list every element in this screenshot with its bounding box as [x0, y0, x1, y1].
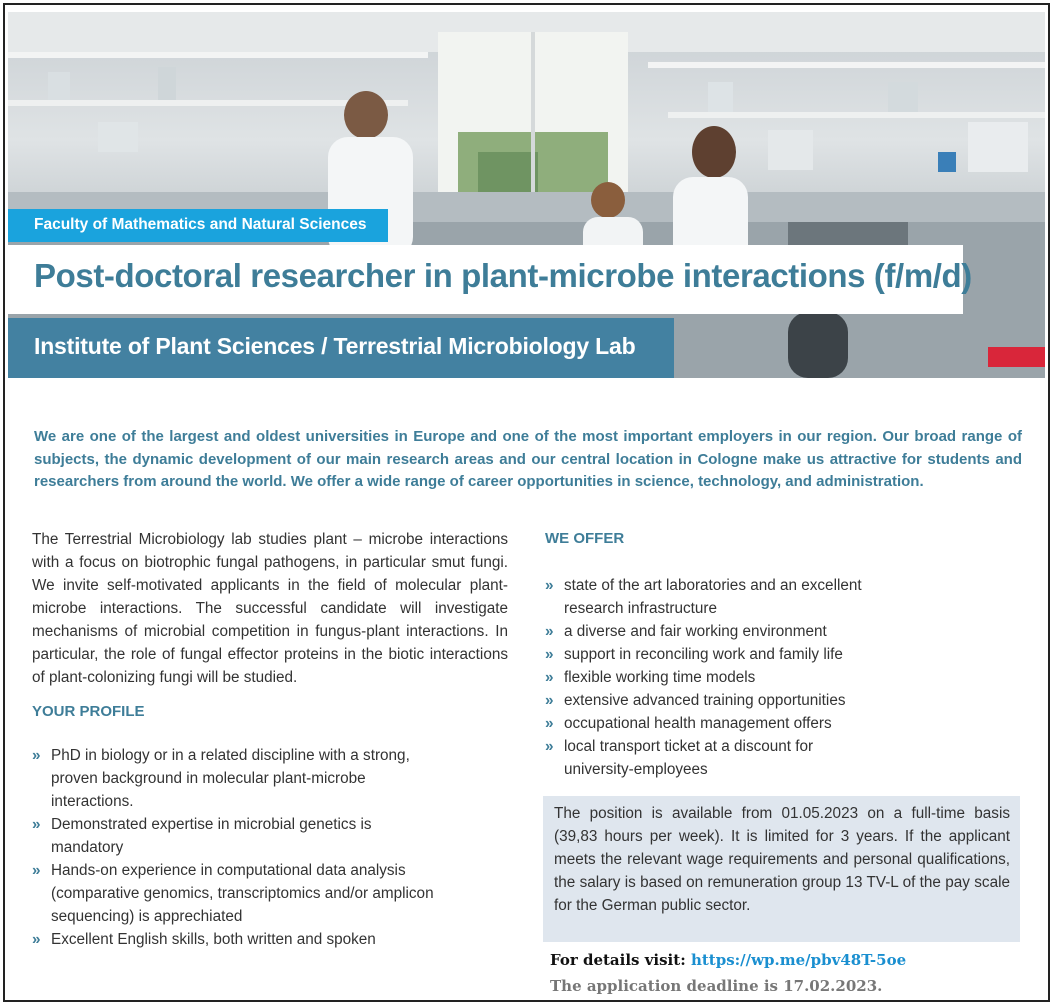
- list-item: [32, 928, 442, 951]
- offer-item-text: support in reconciling work and family life: [564, 646, 843, 663]
- list-item: [545, 712, 885, 735]
- chevron-bullet-icon: »: [32, 931, 41, 948]
- chevron-bullet-icon: »: [545, 715, 554, 732]
- list-item: [545, 689, 885, 712]
- profile-heading: YOUR PROFILE: [32, 703, 145, 720]
- offer-list: [545, 574, 885, 781]
- offer-item-text: state of the art laboratories and an excellent research infrastructure: [564, 577, 862, 617]
- faculty-tag: Faculty of Mathematics and Natural Sciences: [8, 209, 388, 242]
- details-line: [550, 951, 906, 969]
- chevron-bullet-icon: »: [545, 577, 554, 594]
- chevron-bullet-icon: »: [32, 747, 41, 764]
- list-item: [32, 744, 442, 813]
- profile-item-text: PhD in biology or in a related discipline with a strong, proven background in molecular plant-microbe interactions.: [51, 747, 410, 810]
- chevron-bullet-icon: »: [32, 862, 41, 879]
- list-item: [545, 735, 885, 781]
- right-column: [545, 528, 1025, 781]
- chevron-bullet-icon: »: [545, 738, 554, 755]
- offer-item-text: occupational health management offers: [564, 715, 832, 732]
- offer-item-text: extensive advanced training opportunities: [564, 692, 846, 709]
- chevron-bullet-icon: »: [545, 669, 554, 686]
- chevron-bullet-icon: »: [32, 816, 41, 833]
- description-paragraph: The Terrestrial Microbiology lab studies plant – microbe interactions with a focus on biotrophic fungal pathogens, in particular smut fungi. We invite self-motivated applicants in the field of molecular plant-microbe interactions. The successful candidate will investigate mechanisms of microbial competition in fungus-plant interactions. In particular, the role of fungal effector proteins in the biotic interactions of plant-colonizing fungi will be studied.: [32, 531, 508, 686]
- list-item: [545, 666, 885, 689]
- intro-paragraph: We are one of the largest and oldest universities in Europe and one of the most important employers in our region. Our broad range of subjects, the dynamic development of our main research areas and our central location in Cologne make us attractive for students and researchers from around the world. We offer a wide range of career opportunities in science, technology, and administration.: [34, 428, 1022, 490]
- offer-item-text: local transport ticket at a discount for university-employees: [564, 738, 814, 778]
- list-item: [545, 643, 885, 666]
- chevron-bullet-icon: »: [545, 646, 554, 663]
- profile-item-text: Excellent English skills, both written and spoken: [51, 931, 376, 948]
- position-info-box: The position is available from 01.05.2023 on a full-time basis (39,83 hours per week). It is limited for 3 years. If the applicant meets the relevant wage requirements and personal qualifications, the salary is based on remuneration group 13 TV-L of the pay scale for the German public sector.: [543, 796, 1020, 942]
- chevron-bullet-icon: »: [545, 623, 554, 640]
- list-item: [545, 620, 885, 643]
- chevron-bullet-icon: »: [545, 692, 554, 709]
- list-item: [32, 813, 442, 859]
- application-deadline: The application deadline is 17.02.2023.: [550, 977, 883, 995]
- offer-item-text: a diverse and fair working environment: [564, 623, 827, 640]
- profile-list: [32, 744, 442, 951]
- list-item: [32, 859, 442, 928]
- offer-heading: WE OFFER: [545, 530, 625, 547]
- job-title: Post-doctoral researcher in plant-microbe interactions (f/m/d): [34, 257, 972, 294]
- details-link[interactable]: https://wp.me/pbv48T-5oe: [690, 951, 907, 969]
- list-item: [545, 574, 885, 620]
- institute-name: Institute of Plant Sciences / Terrestrial Microbiology Lab: [34, 333, 636, 359]
- details-label: For details visit:: [550, 951, 691, 969]
- profile-item-text: Demonstrated expertise in microbial genetics is mandatory: [51, 816, 372, 856]
- offer-item-text: flexible working time models: [564, 669, 756, 686]
- profile-item-text: Hands-on experience in computational data analysis (comparative genomics, transcriptomics and/or amplicon sequencing) is apprechiated: [51, 862, 434, 925]
- left-column: [32, 528, 508, 951]
